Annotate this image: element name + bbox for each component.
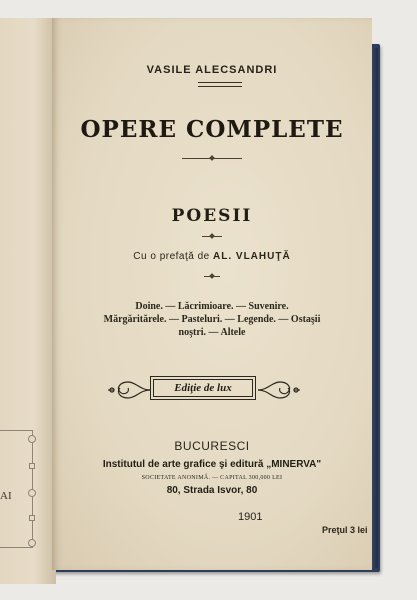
author-rule [198,82,242,87]
preface-divider [204,276,220,277]
publisher-name: Institutul de arte grafice şi editură „MINERVA" [102,459,322,470]
contents-list [62,300,362,339]
title-divider [182,158,242,159]
left-page-text: AI [0,490,12,502]
frame-ornament [29,463,35,469]
preface-author: AL. VLAHUŢĂ [213,251,291,262]
frame-ornament [28,539,36,547]
left-page-frame [0,430,33,548]
price-label: Preţul 3 lei [322,525,368,535]
contents-line: Doine. — Lăcrimioare. — Suvenire. [135,301,289,312]
frame-ornament [28,435,36,443]
book-title: OPERE COMPLETE [80,116,344,143]
publication-city: BUCURESCI [174,439,250,453]
publisher-address: 80, Strada Isvor, 80 [166,485,258,496]
publisher-society: SOCIETATE ANONIMĂ. — CAPITAL 300,000 LEI [141,475,283,481]
frame-ornament [28,489,36,497]
contents-line: noştri. — Altele [178,327,246,338]
author-name: VASILE ALECSANDRI [146,64,278,76]
subtitle-divider [202,236,222,237]
contents-line: Mărgăritărele. — Pasteluri. — Legende. — Ostaşii [103,314,321,325]
book-subtitle: POESII [171,206,253,226]
edition-label: Ediţie de lux [150,376,256,400]
title-page [52,18,372,570]
preface-prefix: Cu o prefaţă de [133,251,210,262]
preface-line [52,251,372,262]
frame-ornament [29,515,35,521]
left-page [0,18,56,584]
publication-year: 1901 [238,511,263,523]
